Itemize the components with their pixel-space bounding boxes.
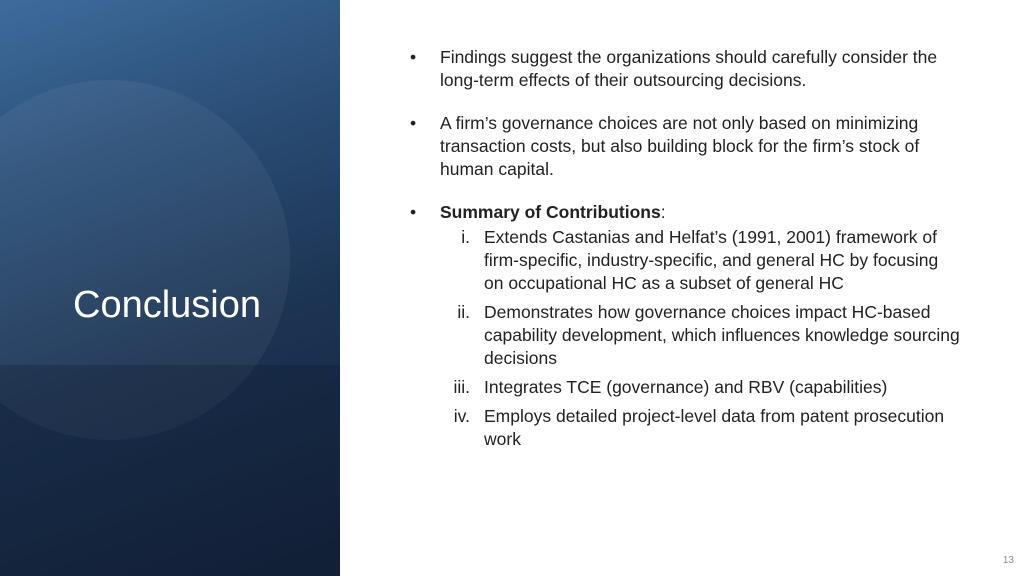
- contribution-text: Demonstrates how governance choices impact HC-based capability development, which influences knowledge sourcing decisions: [484, 302, 960, 368]
- contribution-item: [440, 226, 960, 295]
- contribution-item: [440, 376, 960, 399]
- bullet-icon: •: [410, 113, 417, 133]
- contribution-text: Extends Castanias and Helfat’s (1991, 2001) framework of firm-specific, industry-specific, and general HC by focusing on occupational HC as a subset of general HC: [484, 227, 939, 293]
- bullet-text: Findings suggest the organizations should carefully consider the long-term effects of their outsourcing decisions.: [440, 47, 938, 90]
- summary-heading: Summary of Contributions: [440, 202, 661, 222]
- bullet-item: [400, 112, 960, 181]
- summary-bullet: [400, 201, 960, 451]
- bullet-item: [400, 46, 960, 92]
- bullet-icon: •: [410, 202, 417, 222]
- bullet-icon: •: [410, 47, 417, 67]
- contribution-number: i.: [461, 227, 470, 247]
- contribution-text: Employs detailed project-level data from patent prosecution work: [484, 406, 945, 449]
- contribution-item: [440, 405, 960, 451]
- decorative-band: [0, 365, 340, 576]
- contribution-item: [440, 301, 960, 370]
- contribution-number: iii.: [453, 377, 470, 397]
- summary-heading-line: [440, 202, 666, 222]
- title-panel: [0, 0, 340, 576]
- contributions-list: [440, 226, 960, 451]
- page-number: 13: [1002, 555, 1014, 566]
- contribution-text: Integrates TCE (governance) and RBV (capabilities): [484, 377, 888, 397]
- content-area: [400, 46, 960, 471]
- bullet-text: A firm’s governance choices are not only based on minimizing transaction costs, but also building block for the firm’s stock of human capital.: [440, 113, 920, 179]
- summary-heading-suffix: :: [660, 202, 666, 222]
- contribution-number: iv.: [453, 406, 470, 426]
- contribution-number: ii.: [457, 302, 470, 322]
- slide-title: Conclusion: [73, 284, 261, 326]
